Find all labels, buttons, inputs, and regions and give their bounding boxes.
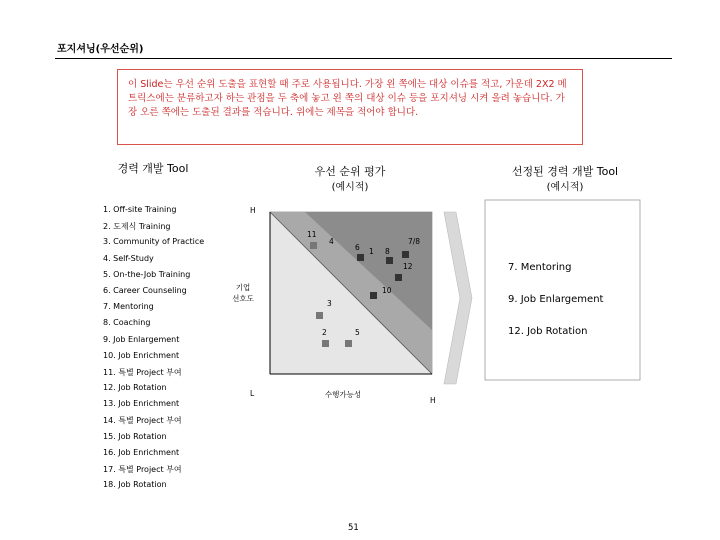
point-marker: [386, 257, 393, 264]
low-label: L: [250, 389, 255, 398]
right-subheading: (예시적): [546, 182, 584, 193]
point-label: 10: [382, 286, 392, 295]
point-label: 2: [322, 328, 327, 337]
point-label: 4: [329, 237, 334, 246]
tool-list-item: 1. Off-site Training: [103, 205, 177, 214]
point-label: 1: [369, 247, 374, 256]
tool-list-item: 9. Job Enlargement: [103, 334, 180, 344]
point-marker: [357, 254, 364, 261]
point-marker: [402, 251, 409, 258]
tool-list-item: 6. Career Counseling: [103, 285, 187, 295]
tool-list-item: 11. 특별 Project 부여: [103, 367, 182, 377]
tool-list-item: 4. Self-Study: [103, 253, 154, 263]
tool-list-item: 14. 특별 Project 부여: [103, 416, 182, 426]
tool-list-item: 5. On-the-Job Training: [103, 269, 191, 279]
tool-list-item: 3. Community of Practice: [103, 237, 205, 247]
tool-list-item: 17. 특별 Project 부여: [103, 465, 182, 474]
tool-list-item: 10. Job Enrichment: [103, 350, 180, 360]
page-title: 포지셔닝(우선순위): [57, 44, 144, 55]
matrix-subheading: (예시적): [331, 182, 369, 193]
result-item: 9. Job Enlargement: [508, 294, 604, 305]
left-heading: 경력 개발 Tool: [117, 162, 189, 175]
x-axis-high-label: H: [430, 396, 436, 405]
tool-list-item: 8. Coaching: [103, 318, 151, 328]
tool-list-item: 12. Job Rotation: [103, 383, 167, 393]
tool-list-item: 15. Job Rotation: [103, 431, 167, 441]
point-marker: [310, 242, 317, 249]
result-arrow: [444, 212, 472, 384]
point-marker: [316, 312, 323, 319]
result-item: 7. Mentoring: [508, 262, 572, 273]
right-heading: 선정된 경력 개발 Tool: [511, 165, 619, 178]
point-label: 12: [403, 262, 413, 271]
result-item: 12. Job Rotation: [508, 326, 588, 337]
point-marker: [395, 274, 402, 281]
matrix-heading: 우선 순위 평가: [314, 165, 386, 178]
instruction-note: 이 Slide는 우선 순위 도출을 표현할 때 주로 사용됩니다. 가장 왼 쪽에는 대상 이슈를 적고, 가운데 2X2 메트릭스에는 분류하고자 하는 관점을 두 축에 놓고 왼 쪽의 대상 이슈 등을 포지셔닝 시켜 올려 놓습니다. 가장 오른 쪽에는 도출된 결과를 적습니다. 위에는 제목을 적어야 합니다.: [117, 69, 583, 145]
tool-list-item: 7. Mentoring: [103, 302, 154, 312]
x-axis-label: 수행가능성: [324, 390, 362, 399]
point-marker: [370, 292, 377, 299]
tool-list-item: 2. 도제식 Training: [103, 222, 171, 232]
page-number: 51: [348, 523, 359, 533]
point-label: 8: [385, 247, 390, 256]
result-box: [485, 200, 640, 380]
tool-list-item: 18. Job Rotation: [103, 480, 167, 490]
point-label: 5: [355, 328, 360, 337]
y-axis-high-label: H: [250, 206, 256, 215]
point-marker: [345, 340, 352, 347]
point-label: 6: [355, 243, 360, 252]
tool-list-item: 16. Job Enrichment: [103, 447, 180, 457]
point-label: 7/8: [408, 237, 421, 246]
tool-list-item: 13. Job Enrichment: [103, 399, 180, 409]
point-label: 11: [307, 230, 317, 239]
y-axis-label: 기업 선호도: [232, 283, 254, 303]
point-label: 3: [327, 299, 332, 308]
point-marker: [322, 340, 329, 347]
